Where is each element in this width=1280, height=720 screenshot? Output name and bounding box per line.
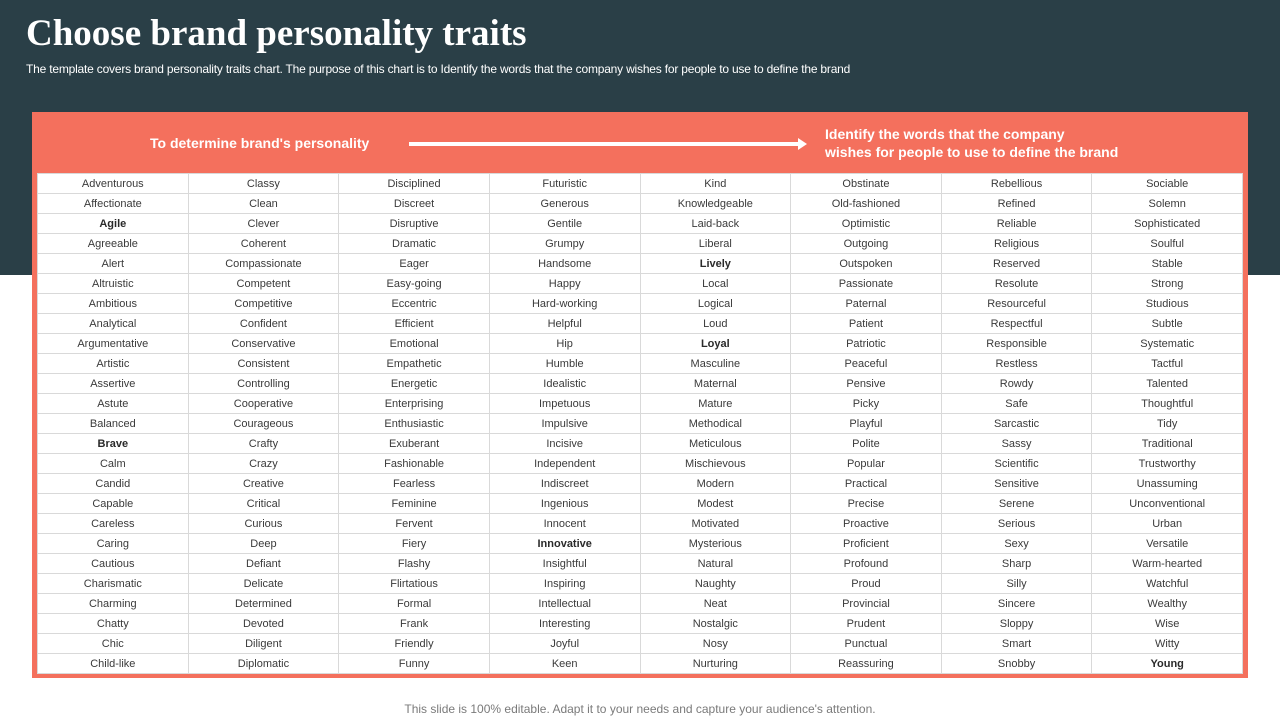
trait-cell: Determined xyxy=(188,594,339,614)
traits-panel xyxy=(32,112,1248,678)
trait-cell: Motivated xyxy=(640,514,791,534)
trait-cell: Kind xyxy=(640,174,791,194)
trait-cell: Smart xyxy=(941,634,1092,654)
trait-cell: Generous xyxy=(489,194,640,214)
trait-cell: Calm xyxy=(38,454,189,474)
trait-cell: Consistent xyxy=(188,354,339,374)
trait-cell: Eccentric xyxy=(339,294,490,314)
trait-cell: Clever xyxy=(188,214,339,234)
trait-cell: Interesting xyxy=(489,614,640,634)
trait-cell: Resourceful xyxy=(941,294,1092,314)
trait-cell: Compassionate xyxy=(188,254,339,274)
trait-cell: Sloppy xyxy=(941,614,1092,634)
trait-cell: Sociable xyxy=(1092,174,1243,194)
trait-cell: Witty xyxy=(1092,634,1243,654)
trait-cell: Gentile xyxy=(489,214,640,234)
trait-cell: Proud xyxy=(791,574,942,594)
trait-cell: Energetic xyxy=(339,374,490,394)
trait-cell: Sensitive xyxy=(941,474,1092,494)
trait-cell: Ingenious xyxy=(489,494,640,514)
trait-cell: Outgoing xyxy=(791,234,942,254)
trait-cell: Coherent xyxy=(188,234,339,254)
trait-cell: Practical xyxy=(791,474,942,494)
trait-cell: Competent xyxy=(188,274,339,294)
trait-cell: Modern xyxy=(640,474,791,494)
trait-cell: Methodical xyxy=(640,414,791,434)
trait-cell: Hip xyxy=(489,334,640,354)
trait-cell: Innocent xyxy=(489,514,640,534)
trait-cell: Passionate xyxy=(791,274,942,294)
trait-cell: Insightful xyxy=(489,554,640,574)
table-row xyxy=(38,434,1243,454)
trait-cell: Trustworthy xyxy=(1092,454,1243,474)
trait-cell: Agreeable xyxy=(38,234,189,254)
trait-cell: Nosy xyxy=(640,634,791,654)
trait-cell: Curious xyxy=(188,514,339,534)
trait-cell: Balanced xyxy=(38,414,189,434)
trait-cell: Sharp xyxy=(941,554,1092,574)
trait-cell: Profound xyxy=(791,554,942,574)
trait-cell: Religious xyxy=(941,234,1092,254)
trait-cell: Charming xyxy=(38,594,189,614)
trait-cell: Exuberant xyxy=(339,434,490,454)
trait-cell: Meticulous xyxy=(640,434,791,454)
trait-cell: Competitive xyxy=(188,294,339,314)
table-row xyxy=(38,194,1243,214)
trait-cell: Empathetic xyxy=(339,354,490,374)
slide-subtitle: The template covers brand personality traits chart. The purpose of this chart is to Identify the words that the company wishes for people to use to define the brand xyxy=(26,62,851,76)
trait-cell: Versatile xyxy=(1092,534,1243,554)
trait-cell: Young xyxy=(1092,654,1243,674)
trait-cell: Provincial xyxy=(791,594,942,614)
trait-cell: Mature xyxy=(640,394,791,414)
trait-cell: Unassuming xyxy=(1092,474,1243,494)
trait-cell: Impetuous xyxy=(489,394,640,414)
trait-cell: Joyful xyxy=(489,634,640,654)
table-row xyxy=(38,414,1243,434)
trait-cell: Patient xyxy=(791,314,942,334)
trait-cell: Grumpy xyxy=(489,234,640,254)
trait-cell: Soulful xyxy=(1092,234,1243,254)
trait-cell: Artistic xyxy=(38,354,189,374)
trait-cell: Precise xyxy=(791,494,942,514)
trait-cell: Fervent xyxy=(339,514,490,534)
trait-cell: Local xyxy=(640,274,791,294)
trait-cell: Restless xyxy=(941,354,1092,374)
trait-cell: Cooperative xyxy=(188,394,339,414)
trait-cell: Discreet xyxy=(339,194,490,214)
trait-cell: Modest xyxy=(640,494,791,514)
trait-cell: Affectionate xyxy=(38,194,189,214)
trait-cell: Keen xyxy=(489,654,640,674)
trait-cell: Wealthy xyxy=(1092,594,1243,614)
trait-cell: Classy xyxy=(188,174,339,194)
trait-cell: Logical xyxy=(640,294,791,314)
table-row xyxy=(38,614,1243,634)
trait-cell: Proactive xyxy=(791,514,942,534)
trait-cell: Analytical xyxy=(38,314,189,334)
trait-cell: Friendly xyxy=(339,634,490,654)
table-row xyxy=(38,634,1243,654)
table-row xyxy=(38,354,1243,374)
table-row xyxy=(38,554,1243,574)
trait-cell: Obstinate xyxy=(791,174,942,194)
trait-cell: Enthusiastic xyxy=(339,414,490,434)
panel-right-label-line1: Identify the words that the company xyxy=(825,126,1065,142)
panel-left-label: To determine brand's personality xyxy=(150,135,370,151)
table-row xyxy=(38,474,1243,494)
trait-cell: Innovative xyxy=(489,534,640,554)
slide-title: Choose brand personality traits xyxy=(26,13,527,54)
trait-cell: Efficient xyxy=(339,314,490,334)
trait-cell: Sophisticated xyxy=(1092,214,1243,234)
trait-cell: Dramatic xyxy=(339,234,490,254)
trait-cell: Confident xyxy=(188,314,339,334)
trait-cell: Mischievous xyxy=(640,454,791,474)
trait-cell: Snobby xyxy=(941,654,1092,674)
trait-cell: Picky xyxy=(791,394,942,414)
trait-cell: Indiscreet xyxy=(489,474,640,494)
trait-cell: Conservative xyxy=(188,334,339,354)
trait-cell: Candid xyxy=(38,474,189,494)
trait-cell: Diligent xyxy=(188,634,339,654)
trait-cell: Punctual xyxy=(791,634,942,654)
trait-cell: Maternal xyxy=(640,374,791,394)
trait-cell: Unconventional xyxy=(1092,494,1243,514)
trait-cell: Cautious xyxy=(38,554,189,574)
trait-cell: Crazy xyxy=(188,454,339,474)
table-row xyxy=(38,254,1243,274)
panel-right-label-line2: wishes for people to use to define the brand xyxy=(825,144,1119,160)
table-row xyxy=(38,534,1243,554)
trait-cell: Crafty xyxy=(188,434,339,454)
trait-cell: Playful xyxy=(791,414,942,434)
trait-cell: Natural xyxy=(640,554,791,574)
trait-cell: Child-like xyxy=(38,654,189,674)
trait-cell: Outspoken xyxy=(791,254,942,274)
trait-cell: Rowdy xyxy=(941,374,1092,394)
trait-cell: Reassuring xyxy=(791,654,942,674)
trait-cell: Agile xyxy=(38,214,189,234)
trait-cell: Proficient xyxy=(791,534,942,554)
trait-cell: Capable xyxy=(38,494,189,514)
trait-cell: Hard-working xyxy=(489,294,640,314)
trait-cell: Charismatic xyxy=(38,574,189,594)
trait-cell: Strong xyxy=(1092,274,1243,294)
trait-cell: Idealistic xyxy=(489,374,640,394)
trait-cell: Knowledgeable xyxy=(640,194,791,214)
trait-cell: Inspiring xyxy=(489,574,640,594)
trait-cell: Liberal xyxy=(640,234,791,254)
trait-cell: Serene xyxy=(941,494,1092,514)
trait-cell: Subtle xyxy=(1092,314,1243,334)
trait-cell: Courageous xyxy=(188,414,339,434)
trait-cell: Sexy xyxy=(941,534,1092,554)
trait-cell: Systematic xyxy=(1092,334,1243,354)
trait-cell: Warm-hearted xyxy=(1092,554,1243,574)
trait-cell: Funny xyxy=(339,654,490,674)
trait-cell: Disciplined xyxy=(339,174,490,194)
trait-cell: Flirtatious xyxy=(339,574,490,594)
trait-cell: Disruptive xyxy=(339,214,490,234)
trait-cell: Tidy xyxy=(1092,414,1243,434)
table-row xyxy=(38,454,1243,474)
trait-cell: Old-fashioned xyxy=(791,194,942,214)
trait-cell: Handsome xyxy=(489,254,640,274)
trait-cell: Creative xyxy=(188,474,339,494)
trait-cell: Peaceful xyxy=(791,354,942,374)
trait-cell: Sassy xyxy=(941,434,1092,454)
trait-cell: Sarcastic xyxy=(941,414,1092,434)
trait-cell: Nostalgic xyxy=(640,614,791,634)
trait-cell: Traditional xyxy=(1092,434,1243,454)
trait-cell: Sincere xyxy=(941,594,1092,614)
trait-cell: Nurturing xyxy=(640,654,791,674)
trait-cell: Refined xyxy=(941,194,1092,214)
trait-cell: Controlling xyxy=(188,374,339,394)
trait-cell: Popular xyxy=(791,454,942,474)
trait-cell: Wise xyxy=(1092,614,1243,634)
table-row xyxy=(38,594,1243,614)
trait-cell: Clean xyxy=(188,194,339,214)
trait-cell: Polite xyxy=(791,434,942,454)
table-row xyxy=(38,314,1243,334)
trait-cell: Lively xyxy=(640,254,791,274)
trait-cell: Chatty xyxy=(38,614,189,634)
trait-cell: Mysterious xyxy=(640,534,791,554)
trait-cell: Fashionable xyxy=(339,454,490,474)
trait-cell: Independent xyxy=(489,454,640,474)
traits-table-body xyxy=(38,174,1243,674)
table-row xyxy=(38,234,1243,254)
trait-cell: Resolute xyxy=(941,274,1092,294)
trait-cell: Talented xyxy=(1092,374,1243,394)
trait-cell: Humble xyxy=(489,354,640,374)
slide-footer: This slide is 100% editable. Adapt it to your needs and capture your audience's attention. xyxy=(404,702,876,716)
trait-cell: Flashy xyxy=(339,554,490,574)
trait-cell: Altruistic xyxy=(38,274,189,294)
trait-cell: Ambitious xyxy=(38,294,189,314)
trait-cell: Scientific xyxy=(941,454,1092,474)
trait-cell: Happy xyxy=(489,274,640,294)
trait-cell: Loyal xyxy=(640,334,791,354)
trait-cell: Critical xyxy=(188,494,339,514)
trait-cell: Prudent xyxy=(791,614,942,634)
trait-cell: Emotional xyxy=(339,334,490,354)
trait-cell: Chic xyxy=(38,634,189,654)
trait-cell: Silly xyxy=(941,574,1092,594)
trait-cell: Diplomatic xyxy=(188,654,339,674)
trait-cell: Reliable xyxy=(941,214,1092,234)
trait-cell: Alert xyxy=(38,254,189,274)
trait-cell: Helpful xyxy=(489,314,640,334)
trait-cell: Naughty xyxy=(640,574,791,594)
trait-cell: Incisive xyxy=(489,434,640,454)
trait-cell: Impulsive xyxy=(489,414,640,434)
table-row xyxy=(38,334,1243,354)
panel-right-label xyxy=(825,125,1155,161)
trait-cell: Careless xyxy=(38,514,189,534)
table-row xyxy=(38,654,1243,674)
trait-cell: Watchful xyxy=(1092,574,1243,594)
trait-cell: Pensive xyxy=(791,374,942,394)
trait-cell: Patriotic xyxy=(791,334,942,354)
trait-cell: Deep xyxy=(188,534,339,554)
trait-cell: Formal xyxy=(339,594,490,614)
trait-cell: Eager xyxy=(339,254,490,274)
trait-cell: Rebellious xyxy=(941,174,1092,194)
trait-cell: Laid-back xyxy=(640,214,791,234)
trait-cell: Optimistic xyxy=(791,214,942,234)
trait-cell: Studious xyxy=(1092,294,1243,314)
trait-cell: Tactful xyxy=(1092,354,1243,374)
trait-cell: Masculine xyxy=(640,354,791,374)
trait-cell: Brave xyxy=(38,434,189,454)
traits-grid-wrap xyxy=(37,173,1243,674)
trait-cell: Astute xyxy=(38,394,189,414)
trait-cell: Fearless xyxy=(339,474,490,494)
trait-cell: Responsible xyxy=(941,334,1092,354)
table-row xyxy=(38,214,1243,234)
trait-cell: Intellectual xyxy=(489,594,640,614)
trait-cell: Respectful xyxy=(941,314,1092,334)
trait-cell: Serious xyxy=(941,514,1092,534)
right-arrow-icon xyxy=(409,142,799,146)
trait-cell: Solemn xyxy=(1092,194,1243,214)
trait-cell: Paternal xyxy=(791,294,942,314)
trait-cell: Assertive xyxy=(38,374,189,394)
trait-cell: Stable xyxy=(1092,254,1243,274)
table-row xyxy=(38,374,1243,394)
trait-cell: Loud xyxy=(640,314,791,334)
trait-cell: Safe xyxy=(941,394,1092,414)
table-row xyxy=(38,494,1243,514)
trait-cell: Reserved xyxy=(941,254,1092,274)
table-row xyxy=(38,274,1243,294)
table-row xyxy=(38,574,1243,594)
table-row xyxy=(38,294,1243,314)
table-row xyxy=(38,174,1243,194)
trait-cell: Thoughtful xyxy=(1092,394,1243,414)
trait-cell: Adventurous xyxy=(38,174,189,194)
traits-table xyxy=(37,173,1243,674)
trait-cell: Delicate xyxy=(188,574,339,594)
trait-cell: Urban xyxy=(1092,514,1243,534)
table-row xyxy=(38,514,1243,534)
trait-cell: Neat xyxy=(640,594,791,614)
trait-cell: Easy-going xyxy=(339,274,490,294)
trait-cell: Feminine xyxy=(339,494,490,514)
trait-cell: Fiery xyxy=(339,534,490,554)
trait-cell: Devoted xyxy=(188,614,339,634)
table-row xyxy=(38,394,1243,414)
trait-cell: Frank xyxy=(339,614,490,634)
trait-cell: Futuristic xyxy=(489,174,640,194)
trait-cell: Enterprising xyxy=(339,394,490,414)
trait-cell: Argumentative xyxy=(38,334,189,354)
trait-cell: Caring xyxy=(38,534,189,554)
trait-cell: Defiant xyxy=(188,554,339,574)
